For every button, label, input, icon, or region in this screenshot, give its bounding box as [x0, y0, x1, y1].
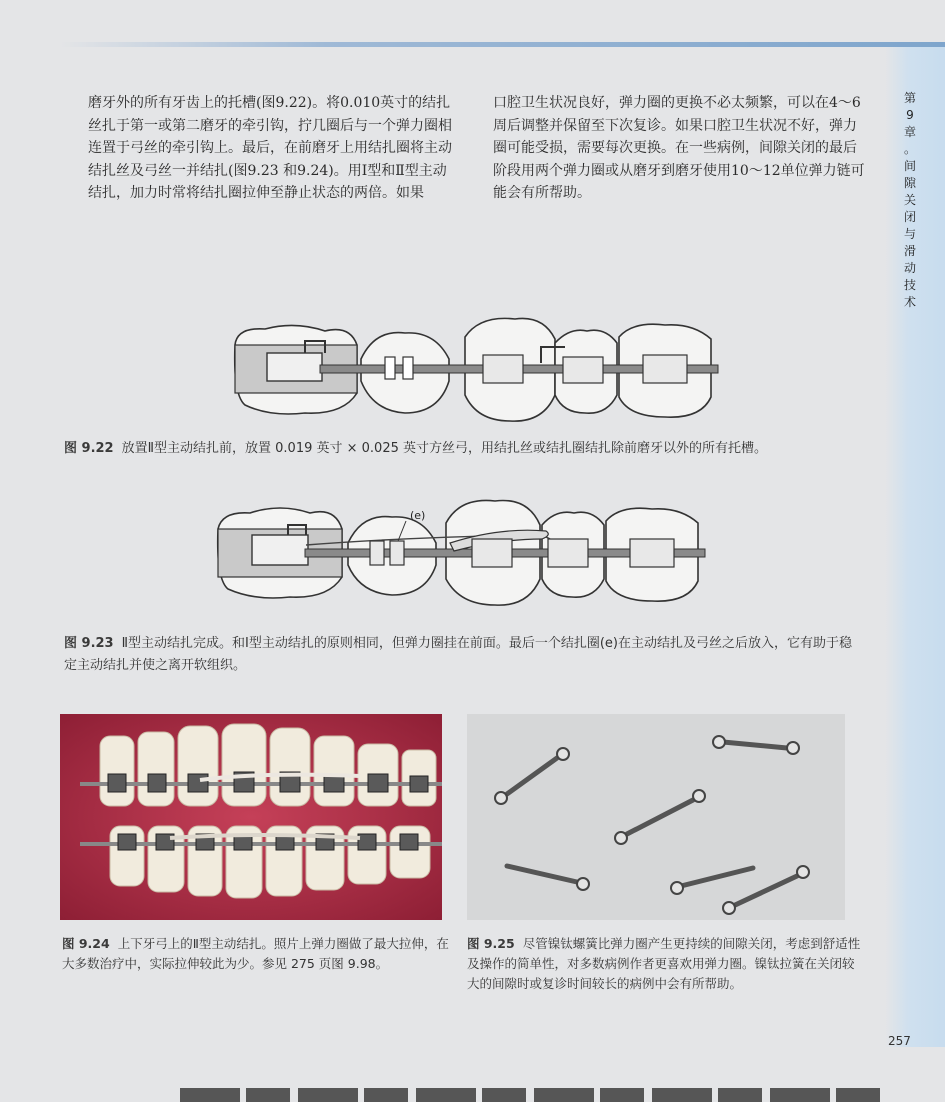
figure-number: 图 9.24 — [62, 936, 110, 951]
chapter-tab-char: 9 — [906, 108, 914, 122]
upper-tooth — [178, 726, 218, 806]
spring-eyelet — [557, 748, 569, 760]
chapter-tab-char: 隙 — [903, 176, 916, 190]
header-rule — [60, 42, 945, 47]
figure-number: 图 9.22 — [64, 441, 114, 456]
bottom-scan-strip — [180, 1088, 880, 1102]
upper-tooth — [222, 724, 266, 806]
bracket — [643, 355, 687, 383]
spring-eyelet — [577, 878, 589, 890]
caption-9-23 — [64, 633, 864, 677]
chapter-tab-char: 章 — [903, 125, 916, 139]
spring-eyelet — [615, 832, 627, 844]
body-text-left: 磨牙外的所有牙齿上的托槽(图9.22)。将0.010英寸的结扎丝扎于第一或第二磨牙的牵引钩，拧几圈后与一个弹力圈相连置于弓丝的牵引钩上。最后，在前磨牙上用结扎圈将主动结扎丝及弓丝一并结扎(图9.23 和9.24)。用Ⅰ型和Ⅱ型主动结扎，加力时常将结扎圈拉伸至静止状态的两倍。如果 — [88, 95, 452, 201]
intraoral-photo — [60, 714, 442, 920]
upper-bracket — [368, 774, 388, 792]
premolar-bracket — [390, 541, 404, 565]
page-number: 257 — [888, 1034, 911, 1048]
upper-bracket — [148, 774, 166, 792]
spring-eyelet — [671, 882, 683, 894]
figure-number: 图 9.23 — [64, 636, 114, 651]
chapter-tab-char: 间 — [903, 159, 916, 173]
caption-text: Ⅱ型主动结扎完成。和Ⅰ型主动结扎的原则相同，但弹力圈挂在前面。最后一个结扎圈(e)在主动结扎及弓丝之后放入，它有助于稳定主动结扎并使之离开软组织。 — [64, 636, 852, 673]
premolar-bracket — [403, 357, 413, 379]
upper-tooth — [270, 728, 310, 806]
bracket — [472, 539, 512, 567]
chapter-tab-char: 与 — [903, 227, 916, 241]
upper-tooth — [138, 732, 174, 806]
upper-bracket — [108, 774, 126, 792]
caption-9-25 — [467, 934, 862, 994]
spring-eyelet — [713, 736, 725, 748]
figure-9-24-photo — [60, 714, 442, 920]
molar-bracket — [267, 353, 322, 381]
spring-eyelet — [495, 792, 507, 804]
bracket — [563, 357, 603, 383]
lower-bracket — [358, 834, 376, 850]
spring-eyelet — [723, 902, 735, 914]
figure-9-25-photo — [467, 714, 845, 920]
bracket — [548, 539, 588, 567]
upper-bracket — [188, 774, 208, 792]
lower-bracket — [118, 834, 136, 850]
figure-number: 图 9.25 — [467, 936, 515, 951]
premolar-bracket — [385, 357, 395, 379]
figure-9-22-drawing — [225, 315, 725, 425]
caption-9-22 — [64, 438, 864, 460]
chapter-tab-char: 术 — [903, 295, 916, 309]
upper-tooth — [100, 736, 134, 806]
chapter-tab-char: 第 — [903, 91, 916, 105]
chapter-tab-char: 闭 — [903, 210, 916, 224]
label-e: (e) — [410, 509, 426, 522]
spring-eyelet — [693, 790, 705, 802]
chapter-tab-char: 。 — [903, 142, 916, 156]
spring-eyelet — [797, 866, 809, 878]
body-text-right: 口腔卫生状况良好，弹力圈的更换不必太频繁，可以在4～6周后调整并保留至下次复诊。如果口腔卫生状况不好，弹力圈可能受损，需要每次更换。在一些病例，间隙关闭的最后阶段用两个弹力圈或从磨牙到磨牙使用10～12单位弹力链可能会有所帮助。 — [493, 95, 865, 201]
caption-9-24 — [62, 934, 452, 974]
chapter-tab-char: 技 — [903, 278, 916, 292]
upper-bracket — [410, 776, 428, 792]
bracket — [483, 355, 523, 383]
spring-eyelet — [787, 742, 799, 754]
chapter-tab-char: 滑 — [903, 244, 916, 258]
caption-text: 放置Ⅱ型主动结扎前，放置 0.019 英寸 × 0.025 英寸方丝弓，用结扎丝或结扎圈结扎除前磨牙以外的所有托槽。 — [121, 441, 767, 456]
lower-bracket — [400, 834, 418, 850]
niti-springs-photo — [467, 714, 845, 920]
chapter-tab — [900, 90, 920, 311]
chapter-tab-char: 动 — [903, 261, 916, 275]
bracket — [630, 539, 674, 567]
caption-text: 上下牙弓上的Ⅱ型主动结扎。照片上弹力圈做了最大拉伸，在大多数治疗中，实际拉伸较此为少。参见 275 页图 9.98。 — [62, 936, 449, 971]
molar-bracket — [252, 535, 308, 565]
chapter-tab-char: 关 — [903, 193, 916, 207]
figure-9-23-drawing — [210, 495, 715, 615]
caption-text: 尽管镍钛螺簧比弹力圈产生更持续的间隙关闭，考虑到舒适性及操作的简单性，对多数病例作者更喜欢用弹力圈。镍钛拉簧在关闭较大的间隙时或复诊时间较长的病例中会有所帮助。 — [467, 936, 861, 991]
upper-tooth — [314, 736, 354, 806]
premolar-bracket — [370, 541, 384, 565]
